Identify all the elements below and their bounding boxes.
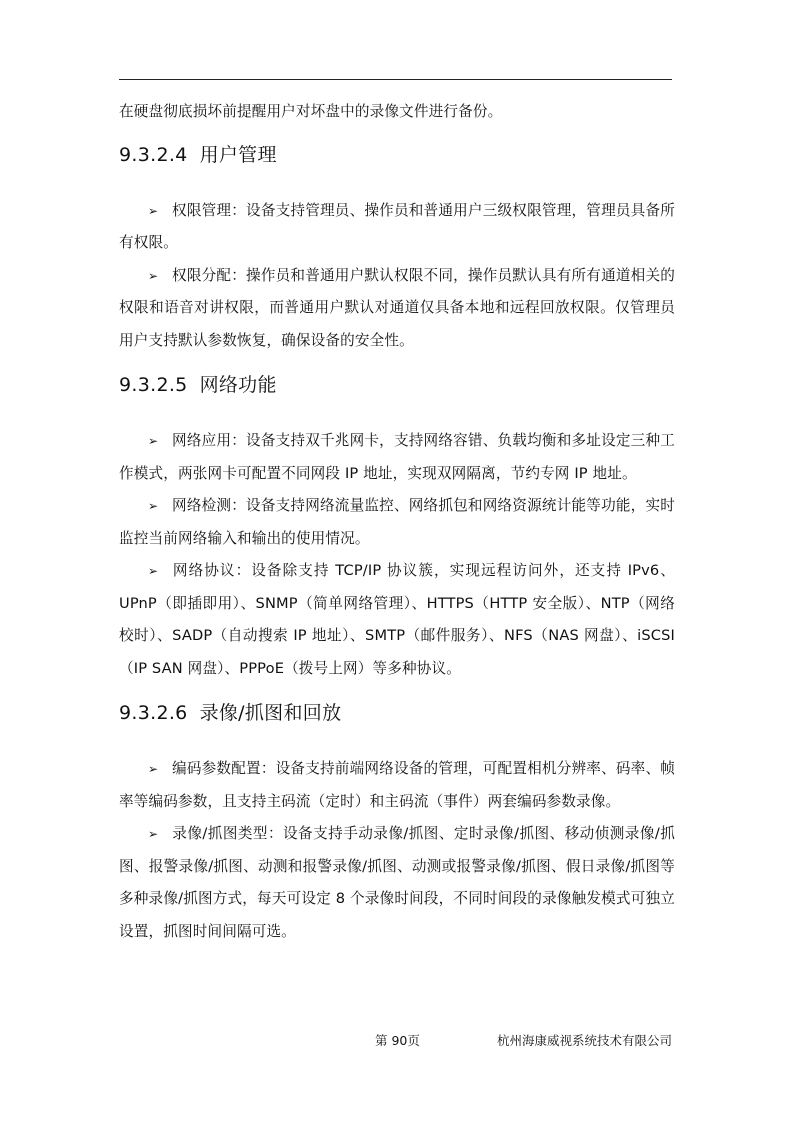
section-title: 用户管理 <box>199 143 277 166</box>
bullet-text: 权限分配：操作员和普通用户默认权限不同，操作员默认具有所有通道相关的权限和语音对讲权限，而普通用户默认对通道仅具备本地和远程回放权限。仅管理员用户支持默认参数恢复，确保设备的安全性。 <box>119 266 675 349</box>
section-number: 9.3.2.6 <box>119 702 188 724</box>
bullet-paragraph <box>119 753 675 818</box>
bullet-paragraph <box>119 195 675 260</box>
arrow-bullet-icon: ➢ <box>148 564 159 578</box>
bullet-paragraph <box>119 425 675 490</box>
section-heading-network-functions <box>119 367 675 403</box>
bullet-text: 网络应用：设备支持双千兆网卡，支持网络容错、负载均衡和多址设定三种工作模式，两张网卡可配置不同网段 IP 地址，实现双网隔离，节约专网 IP 地址。 <box>119 432 675 482</box>
bullet-text: 录像/抓图类型：设备支持手动录像/抓图、定时录像/抓图、移动侦测录像/抓图、报警录像/抓图、动测和报警录像/抓图、动测或报警录像/抓图、假日录像/抓图等多种录像/抓图方式，每天可设定 8 个录像时间段，不同时间段的录像触发模式可独立设置，抓图时间间隔可选。 <box>119 825 675 940</box>
document-body <box>119 96 675 948</box>
section-title: 录像/抓图和回放 <box>199 702 342 724</box>
section-number: 9.3.2.4 <box>119 143 188 166</box>
bullet-paragraph <box>119 260 675 358</box>
continuation-paragraph: 在硬盘彻底损坏前提醒用户对坏盘中的录像文件进行备份。 <box>119 103 503 120</box>
bullet-text: 网络协议：设备除支持 TCP/IP 协议簇，实现远程访问外，还支持 IPv6、UPnP（即插即用）、SNMP（简单网络管理）、HTTPS（HTTP 安全版）、NTP（网络校时）、SADP（自动搜索 IP 地址）、SMTP（邮件服务）、NFS（NAS 网盘）、iSCSI（IP SAN 网盘）、PPPoE（拨号上网）等多种协议。 <box>119 562 675 677</box>
bullet-text: 编码参数配置：设备支持前端网络设备的管理，可配置相机分辨率、码率、帧率等编码参数，且支持主码流（定时）和主码流（事件）两套编码参数录像。 <box>119 760 675 810</box>
bullet-text: 权限管理：设备支持管理员、操作员和普通用户三级权限管理，管理员具备所有权限。 <box>119 201 675 251</box>
bullet-paragraph <box>119 490 675 555</box>
arrow-bullet-icon: ➢ <box>148 499 159 513</box>
section-number: 9.3.2.5 <box>119 374 188 396</box>
bullet-paragraph <box>119 818 675 948</box>
arrow-bullet-icon: ➢ <box>148 827 159 841</box>
arrow-bullet-icon: ➢ <box>148 434 159 448</box>
arrow-bullet-icon: ➢ <box>148 762 159 776</box>
section-title: 网络功能 <box>199 374 277 396</box>
arrow-bullet-icon: ➢ <box>148 268 159 283</box>
arrow-bullet-icon: ➢ <box>148 203 159 218</box>
header-rule <box>119 79 672 80</box>
company-name: 杭州海康威视系统技术有限公司 <box>496 1033 672 1048</box>
bullet-paragraph <box>119 555 675 685</box>
section-heading-user-management <box>119 137 675 173</box>
section-heading-recording-snapshot-playback <box>119 695 675 731</box>
page-number: 第 90页 <box>375 1033 420 1048</box>
bullet-text: 网络检测：设备支持网络流量监控、网络抓包和网络资源统计能等功能，实时监控当前网络输入和输出的使用情况。 <box>119 497 675 547</box>
